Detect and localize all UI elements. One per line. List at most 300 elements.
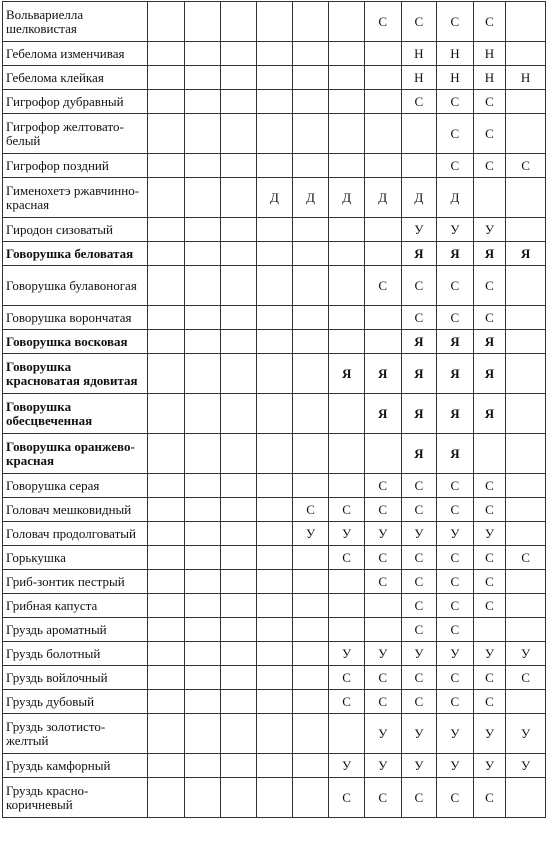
mark-cell [292,394,329,434]
mark-cell [220,306,257,330]
mark-cell: С [329,546,365,570]
mark-cell [292,330,329,354]
mark-cell: С [437,306,474,330]
mark-cell: С [437,546,474,570]
mark-cell: У [437,218,474,242]
mark-cell [506,394,546,434]
mushroom-name-cell: Вольвариелла шелковистая [3,2,148,42]
mark-cell [329,218,365,242]
mark-cell [220,498,257,522]
mark-cell [257,90,293,114]
table-row [3,394,546,434]
mark-cell: С [437,498,474,522]
mushroom-name-cell: Головач мешковидный [3,498,148,522]
mushroom-name-cell: Гигрофор желтовато-белый [3,114,148,154]
mark-cell [292,714,329,754]
mark-cell [257,42,293,66]
mark-cell [185,154,221,178]
table-row [3,618,546,642]
table-row [3,218,546,242]
mark-cell: Н [473,66,506,90]
mark-cell [473,434,506,474]
mark-cell: С [364,666,401,690]
mark-cell [220,242,257,266]
table-row [3,330,546,354]
mark-cell [292,546,329,570]
mark-cell [185,570,221,594]
mark-cell: Я [473,394,506,434]
mark-cell [185,522,221,546]
mark-cell [257,778,293,818]
mark-cell [220,266,257,306]
mark-cell: У [364,642,401,666]
mark-cell: С [364,2,401,42]
mark-cell [292,570,329,594]
mark-cell: С [401,594,437,618]
mark-cell: С [473,666,506,690]
mark-cell [220,394,257,434]
mark-cell: С [437,666,474,690]
mark-cell [292,306,329,330]
mark-cell [148,266,185,306]
mark-cell [506,266,546,306]
mark-cell [257,522,293,546]
mark-cell: Я [329,354,365,394]
mark-cell [292,754,329,778]
mushroom-name-cell: Груздь дубовый [3,690,148,714]
table-row [3,90,546,114]
mushroom-table [2,1,546,818]
mushroom-name-cell: Гебелома клейкая [3,66,148,90]
mark-cell: Н [473,42,506,66]
mark-cell [506,498,546,522]
mark-cell [148,218,185,242]
mark-cell [148,690,185,714]
mark-cell [185,546,221,570]
mark-cell: У [401,754,437,778]
mark-cell: У [329,522,365,546]
mark-cell [148,570,185,594]
mark-cell: У [437,522,474,546]
mark-cell [292,618,329,642]
mark-cell [329,714,365,754]
mark-cell [292,778,329,818]
mark-cell [506,306,546,330]
mark-cell [506,778,546,818]
mark-cell [257,498,293,522]
mark-cell [220,778,257,818]
mushroom-name-cell: Груздь красно-коричневый [3,778,148,818]
mark-cell [329,66,365,90]
mark-cell: Д [292,178,329,218]
mark-cell: С [437,594,474,618]
mark-cell: У [329,642,365,666]
mark-cell [292,354,329,394]
mark-cell [364,66,401,90]
mark-cell [220,570,257,594]
mark-cell [148,618,185,642]
mark-cell [185,394,221,434]
table-row [3,522,546,546]
mark-cell: У [506,714,546,754]
mark-cell: Я [506,242,546,266]
mark-cell [220,66,257,90]
mark-cell [148,778,185,818]
mark-cell: С [506,154,546,178]
mark-cell: Д [437,178,474,218]
mark-cell: С [473,546,506,570]
mark-cell [292,666,329,690]
mark-cell [220,474,257,498]
mark-cell: У [437,642,474,666]
mushroom-name-cell: Гименохетэ ржавчинно-красная [3,178,148,218]
table-row [3,2,546,42]
mushroom-name-cell: Груздь болотный [3,642,148,666]
table-row [3,642,546,666]
mark-cell: С [437,474,474,498]
mushroom-name-cell: Гигрофор поздний [3,154,148,178]
mark-cell: С [329,666,365,690]
mark-cell: С [401,618,437,642]
mark-cell: Д [329,178,365,218]
mark-cell [329,474,365,498]
mark-cell: С [473,594,506,618]
mark-cell: С [473,778,506,818]
mark-cell: С [473,114,506,154]
mark-cell: Я [401,330,437,354]
mark-cell [220,178,257,218]
mark-cell [148,714,185,754]
mark-cell [506,178,546,218]
mark-cell: У [401,714,437,754]
mark-cell [506,90,546,114]
mark-cell [329,594,365,618]
mark-cell: У [364,522,401,546]
mark-cell [329,306,365,330]
mark-cell [148,42,185,66]
mark-cell [292,434,329,474]
mark-cell [185,754,221,778]
mushroom-name-cell: Говорушка ворончатая [3,306,148,330]
mark-cell: У [329,754,365,778]
mushroom-name-cell: Горькушка [3,546,148,570]
mark-cell: Д [364,178,401,218]
mushroom-name-cell: Говорушка булавоногая [3,266,148,306]
mark-cell [185,354,221,394]
mark-cell [220,642,257,666]
mark-cell [148,90,185,114]
mark-cell [473,618,506,642]
mark-cell [185,666,221,690]
mark-cell [185,778,221,818]
mark-cell: С [473,474,506,498]
mark-cell [185,306,221,330]
mark-cell: С [401,474,437,498]
mark-cell [148,474,185,498]
mark-cell [329,242,365,266]
mushroom-name-cell: Говорушка оранжево-красная [3,434,148,474]
mark-cell [185,218,221,242]
mark-cell [148,178,185,218]
mark-cell: Я [437,354,474,394]
mark-cell [220,114,257,154]
mark-cell: Я [364,354,401,394]
mark-cell [148,522,185,546]
mark-cell [257,114,293,154]
mark-cell [220,714,257,754]
mark-cell: Д [401,178,437,218]
mark-cell [329,42,365,66]
mark-cell [257,218,293,242]
mark-cell: С [437,570,474,594]
table-row [3,666,546,690]
mark-cell [292,690,329,714]
mark-cell [329,154,365,178]
mark-cell [329,394,365,434]
mark-cell [220,330,257,354]
mark-cell [292,266,329,306]
mark-cell: Я [364,394,401,434]
mark-cell [364,42,401,66]
mark-cell: У [437,754,474,778]
mark-cell: Я [401,242,437,266]
mark-cell: С [473,154,506,178]
mark-cell: У [473,522,506,546]
mark-cell [185,618,221,642]
mark-cell [185,642,221,666]
mark-cell: У [506,642,546,666]
mark-cell [292,154,329,178]
mark-cell [220,618,257,642]
mark-cell: С [401,546,437,570]
mark-cell [329,330,365,354]
mark-cell: С [473,306,506,330]
mark-cell [257,690,293,714]
mark-cell: С [437,618,474,642]
mark-cell [364,154,401,178]
mark-cell [292,242,329,266]
mark-cell [329,90,365,114]
table-row [3,434,546,474]
mark-cell: С [437,778,474,818]
mark-cell [185,498,221,522]
table-row [3,66,546,90]
mark-cell [148,754,185,778]
mushroom-name-cell: Гебелома изменчивая [3,42,148,66]
mark-cell [220,42,257,66]
table-row [3,178,546,218]
mark-cell [257,754,293,778]
mark-cell [257,714,293,754]
mark-cell [506,594,546,618]
mark-cell: С [437,266,474,306]
table-row [3,754,546,778]
mark-cell [257,594,293,618]
mark-cell [364,90,401,114]
mark-cell: У [401,642,437,666]
mark-cell [148,354,185,394]
mark-cell: С [437,114,474,154]
mark-cell: С [364,778,401,818]
mark-cell [148,434,185,474]
mark-cell: С [364,690,401,714]
mark-cell: С [437,90,474,114]
mark-cell: У [473,218,506,242]
mark-cell [292,2,329,42]
mark-cell [506,330,546,354]
mark-cell: Я [437,434,474,474]
mark-cell [506,474,546,498]
mark-cell: С [437,154,474,178]
mark-cell [185,594,221,618]
mark-cell [148,394,185,434]
mark-cell [257,330,293,354]
mark-cell [185,42,221,66]
mark-cell [506,690,546,714]
mark-cell [257,434,293,474]
mushroom-name-cell: Грибная капуста [3,594,148,618]
mark-cell: Н [437,66,474,90]
mark-cell [506,434,546,474]
mark-cell [506,114,546,154]
mark-cell [506,354,546,394]
mark-cell: У [364,754,401,778]
mark-cell [329,434,365,474]
mushroom-name-cell: Говорушка обесцвеченная [3,394,148,434]
mark-cell [473,178,506,218]
mark-cell [220,218,257,242]
mark-cell [257,666,293,690]
mark-cell [257,306,293,330]
mark-cell: Я [401,354,437,394]
mark-cell [185,434,221,474]
mushroom-name-cell: Гигрофор дубравный [3,90,148,114]
mark-cell [292,66,329,90]
mark-cell [506,2,546,42]
mark-cell [185,2,221,42]
mark-cell [220,154,257,178]
mark-cell [257,2,293,42]
mark-cell [257,546,293,570]
mark-cell [329,618,365,642]
mark-cell: Н [401,66,437,90]
table-row [3,474,546,498]
mark-cell [364,242,401,266]
mark-cell: Я [437,242,474,266]
table-row [3,306,546,330]
mark-cell [185,178,221,218]
mark-cell [220,434,257,474]
mark-cell: Я [473,354,506,394]
table-row [3,154,546,178]
mark-cell: С [401,306,437,330]
mark-cell: Я [437,330,474,354]
table-row [3,546,546,570]
table-row [3,690,546,714]
table-row [3,714,546,754]
mark-cell: С [473,2,506,42]
mushroom-name-cell: Груздь войлочный [3,666,148,690]
mark-cell [220,690,257,714]
table-row [3,242,546,266]
mark-cell [257,354,293,394]
mark-cell [220,594,257,618]
mark-cell [292,90,329,114]
mark-cell [401,114,437,154]
table-body [3,2,546,818]
mark-cell: У [364,714,401,754]
mark-cell [220,2,257,42]
mark-cell: С [437,2,474,42]
mark-cell [257,394,293,434]
mark-cell [364,594,401,618]
mark-cell: У [292,522,329,546]
mushroom-name-cell: Груздь камфорный [3,754,148,778]
mark-cell [364,306,401,330]
mark-cell: Я [401,434,437,474]
table-row [3,354,546,394]
table-row [3,570,546,594]
mark-cell [220,522,257,546]
mark-cell [220,354,257,394]
mark-cell [329,266,365,306]
mark-cell [292,114,329,154]
mark-cell: С [473,498,506,522]
mark-cell [257,154,293,178]
mark-cell [220,754,257,778]
mark-cell [506,42,546,66]
mark-cell [257,618,293,642]
mark-cell [506,218,546,242]
mushroom-name-cell: Говорушка восковая [3,330,148,354]
mark-cell: С [401,498,437,522]
mark-cell: С [401,778,437,818]
mark-cell [185,66,221,90]
mark-cell [185,690,221,714]
mark-cell [148,154,185,178]
mark-cell: С [329,498,365,522]
table-row [3,42,546,66]
mushroom-name-cell: Говорушка беловатая [3,242,148,266]
mark-cell: С [329,690,365,714]
mark-cell [292,474,329,498]
mark-cell [364,618,401,642]
mark-cell [148,666,185,690]
mark-cell [148,66,185,90]
mushroom-name-cell: Говорушка серая [3,474,148,498]
mark-cell: У [401,218,437,242]
mark-cell: С [364,266,401,306]
mark-cell: С [292,498,329,522]
mark-cell: С [401,266,437,306]
mark-cell [148,498,185,522]
mark-cell [185,330,221,354]
mark-cell [257,66,293,90]
mark-cell: С [329,778,365,818]
mark-cell [506,618,546,642]
mark-cell: С [506,546,546,570]
mark-cell: Я [437,394,474,434]
mark-cell: С [506,666,546,690]
table-row [3,114,546,154]
mark-cell [185,114,221,154]
mark-cell: С [364,498,401,522]
mark-cell [148,306,185,330]
mark-cell [148,2,185,42]
mark-cell: Я [473,330,506,354]
mark-cell [292,42,329,66]
mushroom-name-cell: Груздь ароматный [3,618,148,642]
